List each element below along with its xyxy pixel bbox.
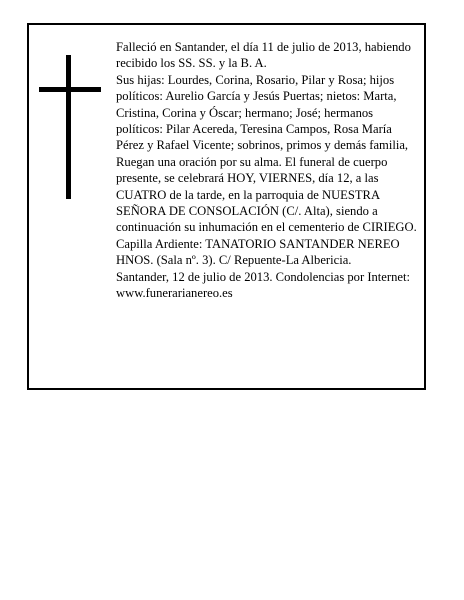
obituary-notice — [27, 23, 426, 390]
date-and-condolences: Santander, 12 de julio de 2013. Condolencias por Internet: www.funerarianereo.es — [116, 269, 410, 301]
family-list: Sus hijas: Lourdes, Corina, Rosario, Pilar y Rosa; hijos políticos: Aurelio García y Jesús Puertas; nietos: Marta, Cristina, Corina y Óscar; hermano; José; hermanos políticos: Pilar Acereda, Teresina Campos, Rosa María Pérez y Rafael Vicente; sobrinos, primos y demás familia, — [116, 72, 409, 153]
cross-horizontal-bar — [39, 87, 101, 92]
cross-vertical-bar — [66, 55, 71, 199]
death-announcement: Falleció en Santander, el día 11 de julio de 2013, habiendo recibido los SS. SS. y la B. A. — [116, 40, 411, 71]
funeral-details: Ruegan una oración por su alma. El funeral de cuerpo presente, se celebrará HOY, VIERNES, día 12, a las CUATRO de la tarde, en la parroquia de NUESTRA SEÑORA DE CONSOLACIÓN (C/. Alta), siendo a continuación su inhumación en el cementerio de CIRIEGO. Capilla Ardiente: TANATORIO SANTANDER NEREO HNOS. (Sala nº. 3). C/ Repuente-La Albericia. — [116, 154, 417, 268]
notice-body — [116, 39, 422, 302]
latin-cross-icon — [39, 55, 101, 199]
